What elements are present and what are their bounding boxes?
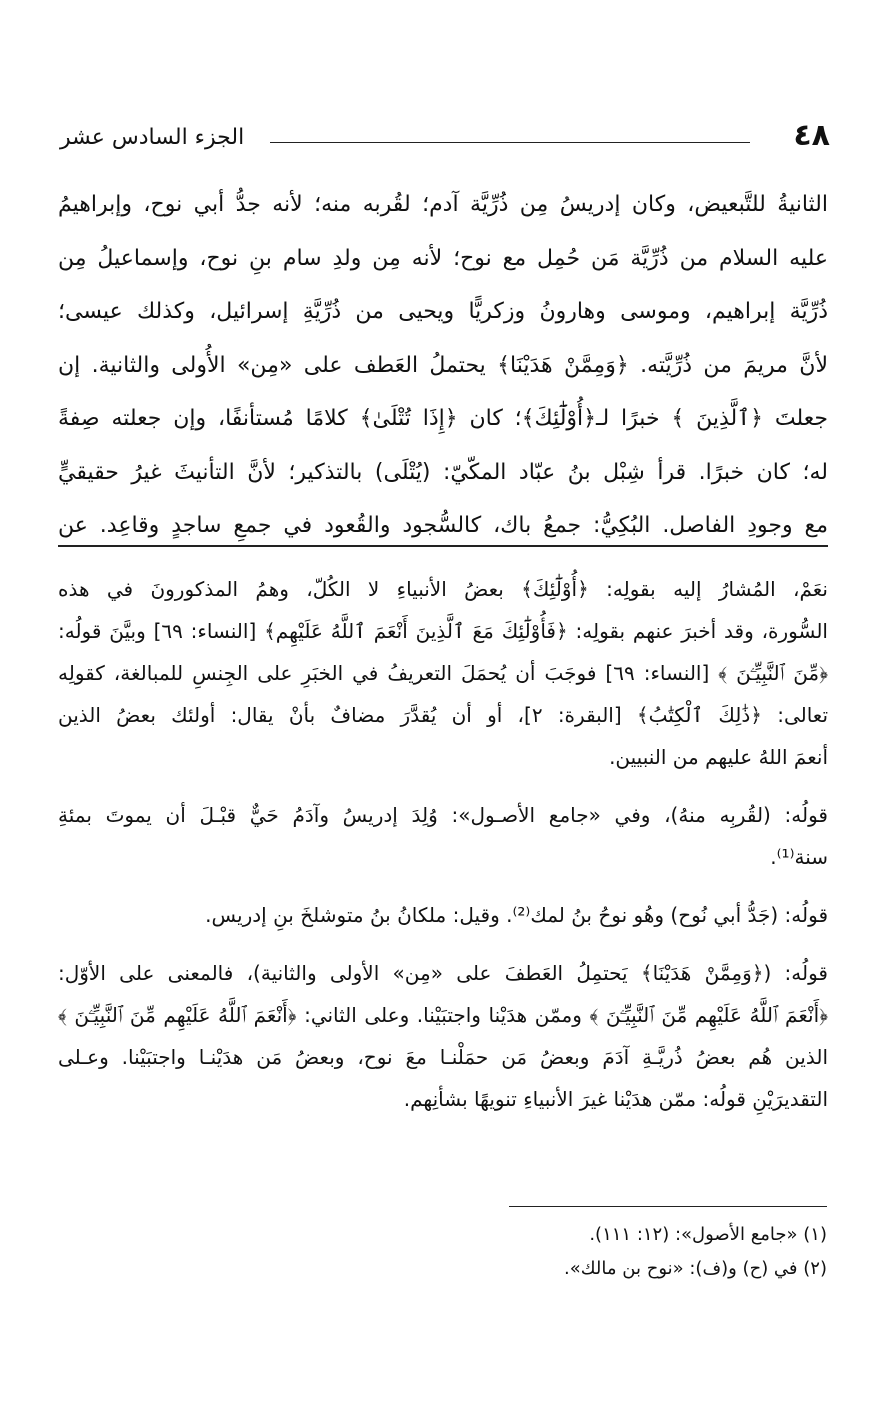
page-number: ٤٨ [793, 118, 830, 153]
footnote: (١) «جامع الأصول»: (١٢: ١١١). [589, 1224, 827, 1245]
commentary-line: التقديرَيْنِ قولُه: ممّن هدَيْنا غيرَ الأنبياءِ تنويهًا بشأنِهم. [403, 1087, 828, 1111]
main-text-line: جعلتَ ﴿ٱلَّذِينَ ﴾ خبرًا لـ﴿أُوْلَٰٓئِكَ﴾؛ كان ﴿إِذَا تُتْلَىٰ﴾ كلامًا مُستأنفًا، وإن جعلته صِفةً [58, 406, 828, 431]
main-text-line: له؛ كان خبرًا. قرأ شِبْل بنُ عبّاد المكّيّ: (يُتْلَى) بالتذكير؛ لأنَّ التأنيثَ غيرُ حقيقيٍّ [58, 459, 828, 485]
main-text-line: عليه السلام من ذُرِّيَّة مَن حُمِل مع نوح؛ لأنه مِن ولدِ سام بنِ نوح، وإسماعيلُ مِن [58, 245, 828, 271]
commentary-line: الذين هُم بعضُ ذُريَّـةِ آدَمَ وبعضُ مَن حمَلْنـا معَ نوح، وبعضُ مَن هدَيْنـا واجتبَيْنا. وعـلى [58, 1045, 828, 1069]
commentary-line: نعَمْ، المُشارُ إليه بقولِه: ﴿أُوْلَٰٓئِكَ﴾ بعضُ الأنبياءِ لا الكُلّ، وهمُ المذكورونَ في هذه [58, 577, 828, 601]
running-title: الجزء السادس عشر [60, 125, 245, 150]
commentary-line: قولُه: (جَدُّ أبي نُوح) وهُو نوحُ بنُ لمك⁽²⁾. وقيل: ملكانُ بنُ متوشلخَ بنِ إدريس. [205, 903, 828, 927]
section-separator [58, 545, 828, 547]
commentary-line: ﴿مِّنَ ٱلنَّبِيِّـۧنَ ﴾ [النساء: ٦٩] فوجَبَ أن يُحمَلَ التعريفُ في الخبَرِ على الجِنسِ للمبالغة، كقولِه [58, 661, 828, 685]
main-text [58, 178, 828, 553]
main-text-line: ذُرِّيَّة إبراهيم، وموسى وهارونُ وزكريًّا ويحيى من ذُرِّيَّةِ إسرائيل، وكذلك عيسى؛ [58, 299, 828, 324]
commentary-line: ﴿أَنْعَمَ ٱللَّهُ عَلَيْهِم مِّنَ ٱلنَّبِيِّـۧنَ ﴾ وممّن هدَيْنا واجتبَيْنا. وعلى الثاني: ﴿أَنْعَمَ ٱللَّهُ عَلَيْهِم مِّنَ ٱلنَّبِيِّـۧنَ ﴾ [58, 1003, 828, 1027]
commentary-line: تعالى: ﴿ذَٰلِكَ ٱلْكِتَٰبُ﴾ [البقرة: ٢]، أو أن يُقدَّرَ مضافٌ بأنْ يقال: أولئك بعضُ الذين [58, 703, 828, 727]
commentary-paragraph [58, 894, 828, 936]
footnote: (٢) في (ح) و(ف): «نوح بن مالك». [564, 1258, 827, 1279]
commentary [58, 568, 828, 1136]
commentary-paragraph [58, 952, 828, 1120]
commentary-line: قولُه: (﴿وَمِمَّنْ هَدَيْنَا﴾ يَحتمِلُ العَطفَ على «مِن» الأولى والثانية)، فالمعنى على الأوّل: [58, 961, 828, 985]
main-text-line: الثانيةُ للتَّبعيض، وكان إدريسُ مِن ذُرِّيَّة آدم؛ لقُربه منه؛ لأنه جدُّ أبي نوح، وإبراهيمُ [58, 192, 828, 217]
commentary-paragraph [58, 794, 828, 878]
footnote-rule [509, 1206, 827, 1207]
commentary-line: قولُه: (لقُربِه منهُ)، وفي «جامع الأصـول»: وُلِدَ إدريسُ وآدَمُ حَيٌّ قبْـلَ أن يموتَ بمئةِ [58, 803, 828, 827]
main-text-line: مع وجودِ الفاصل. البُكِيُّ: جمعُ باك، كالسُّجود والقُعود في جمعِ ساجدٍ وقاعِد. عن [58, 513, 828, 538]
page-header [60, 118, 830, 158]
commentary-line: السُّورة، وقد أخبرَ عنهم بقولِه: ﴿فَأُوْلَٰٓئِكَ مَعَ ٱلَّذِينَ أَنْعَمَ ٱللَّهُ عَلَيْهِم﴾ [النساء: ٦٩] وبيَّنَ قولُه: [58, 619, 828, 643]
footnotes [327, 1218, 827, 1286]
commentary-paragraph [58, 568, 828, 778]
commentary-line: سنة⁽¹⁾. [770, 845, 828, 869]
header-rule [270, 142, 750, 143]
commentary-line: أنعمَ اللهُ عليهم من النبيين. [609, 745, 828, 769]
main-text-line: لأنَّ مريمَ من ذُرِّيَّته. ﴿وَمِمَّنْ هَدَيْنَا﴾ يحتملُ العَطف على «مِن» الأُولى والثانية. إن [58, 352, 828, 378]
